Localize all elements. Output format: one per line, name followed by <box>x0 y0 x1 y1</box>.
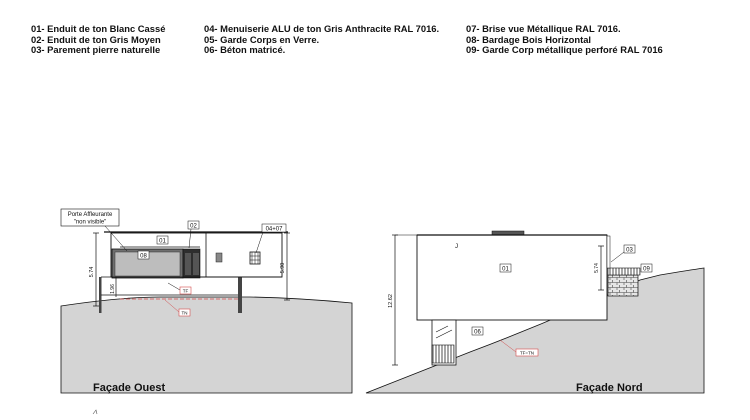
legend-item-04: 04- Menuiserie ALU de ton Gris Anthracite RAL 7016. <box>204 23 440 34</box>
north-dim-1262: 12.62 <box>388 294 394 308</box>
north-mark-j: J <box>455 244 458 250</box>
north-mark-tftn: TF=TN <box>519 350 535 356</box>
west-title: Façade Ouest <box>93 382 166 394</box>
legend-item-05: 05- Garde Corps en Verre. <box>204 33 320 45</box>
west-tag-08: 08 <box>140 253 147 260</box>
legend-item-08: 08- Bardage Bois Horizontal <box>466 33 592 45</box>
west-ground <box>61 297 352 393</box>
west-mark-tn: TN <box>181 310 188 316</box>
north-tag-09: 09 <box>643 266 650 273</box>
west-dim-574: 5.74 <box>89 266 95 278</box>
facade-ouest <box>61 209 352 394</box>
legend-item-02: 02- Enduit de ton Gris Moyen <box>31 33 161 45</box>
legend-item-01: 01- Enduit de ton Blanc Cassé <box>31 23 166 34</box>
west-tag-04-07: 04+07 <box>265 226 283 233</box>
legend-item-07: 07- Brise vue Métallique RAL 7016. <box>466 23 621 34</box>
west-tag-02: 02 <box>190 223 197 230</box>
west-note-line1: Porte Affleurante <box>67 212 113 218</box>
west-mark-tf: TF <box>182 288 189 294</box>
west-dim-196: 1.96 <box>110 284 116 294</box>
north-tag-03: 03 <box>626 247 633 254</box>
facade-nord <box>366 231 704 394</box>
north-tag-06: 06 <box>474 329 481 336</box>
north-dim-574: 5.74 <box>594 263 600 273</box>
legend-item-03: 03- Parement pierre naturelle <box>31 44 161 55</box>
legend-item-09: 09- Garde Corp métallique perforé RAL 7016 <box>466 44 663 55</box>
west-dim-590: 5.90 <box>280 262 286 274</box>
west-tag-01: 01 <box>159 238 166 245</box>
north-title: Façade Nord <box>576 382 643 394</box>
legend-item-06: 06- Béton matricé. <box>204 44 286 55</box>
west-note-line2: "non visible" <box>73 219 107 226</box>
north-main-volume <box>417 235 607 320</box>
north-tag-01: 01 <box>502 266 509 273</box>
corner-marker <box>93 410 97 414</box>
north-stone-terrace <box>608 275 638 296</box>
